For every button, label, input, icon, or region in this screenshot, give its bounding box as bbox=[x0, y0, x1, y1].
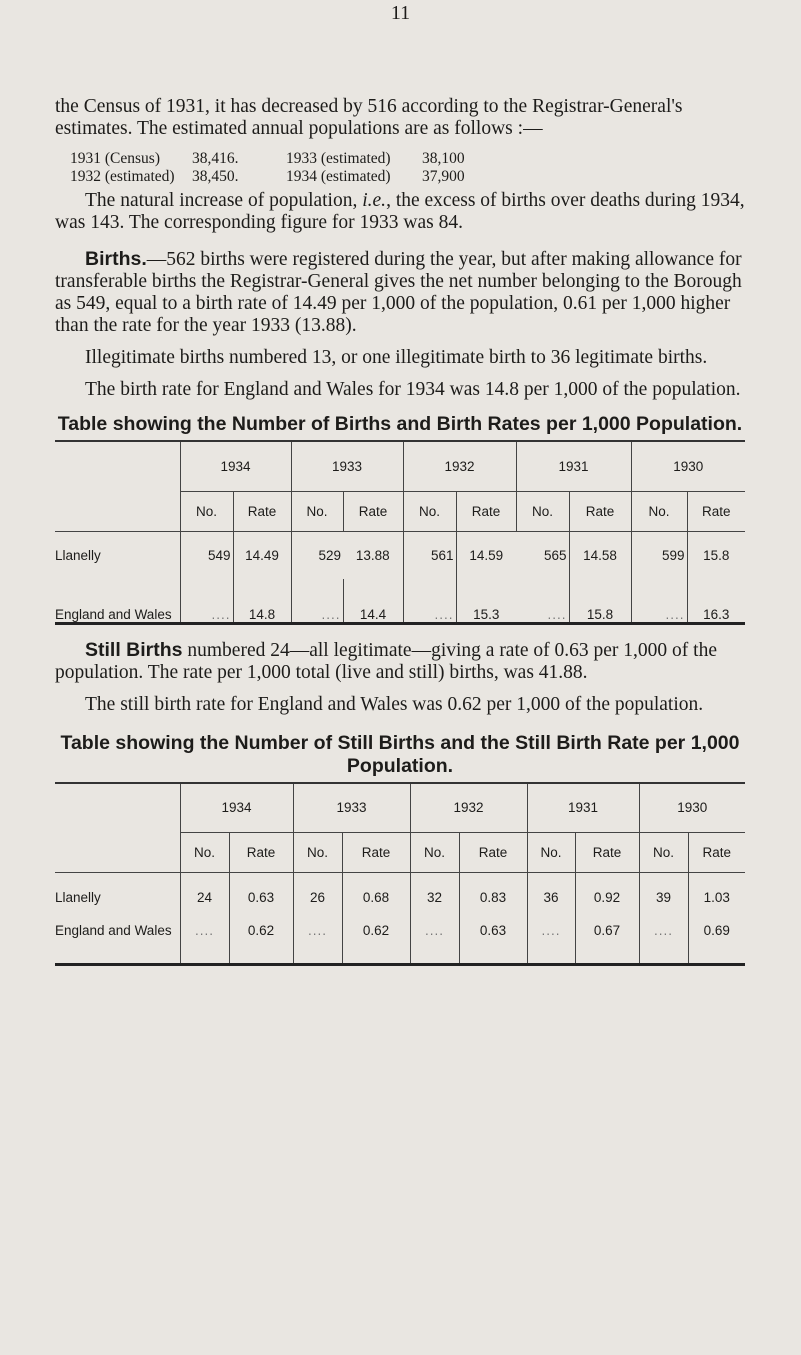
year-header: 1930 bbox=[631, 441, 745, 491]
cell: 0.63 bbox=[229, 873, 293, 923]
natural-increase-text-b: , the excess of births over deaths during 1934, was 143. The corresponding figure for 1933 was 84. bbox=[55, 190, 745, 233]
rate-header: Rate bbox=[687, 491, 745, 531]
rate-header: Rate bbox=[459, 833, 527, 873]
cell: 14.59 bbox=[456, 531, 516, 579]
illegitimate-text: Illegitimate births numbered 13, or one illegitimate birth to 36 legitimate births. bbox=[85, 347, 708, 368]
cell: 15.8 bbox=[569, 579, 631, 623]
cell: 32 bbox=[410, 873, 459, 923]
no-header: No. bbox=[639, 833, 688, 873]
rate-header: Rate bbox=[575, 833, 639, 873]
cell: .... bbox=[639, 923, 688, 965]
england-wales-birth-rate-paragraph bbox=[55, 379, 745, 401]
population-label: 1933 (estimated) bbox=[286, 150, 391, 167]
row-label: England and Wales bbox=[55, 579, 180, 623]
year-header: 1932 bbox=[403, 441, 516, 491]
no-header: No. bbox=[403, 491, 456, 531]
cell: 14.58 bbox=[569, 531, 631, 579]
year-header: 1931 bbox=[527, 783, 639, 833]
cell: .... bbox=[527, 923, 575, 965]
natural-increase-text-a: The natural increase of population, bbox=[85, 190, 363, 211]
rate-header: Rate bbox=[343, 491, 403, 531]
population-row bbox=[55, 168, 745, 186]
year-header: 1931 bbox=[516, 441, 631, 491]
no-header: No. bbox=[291, 491, 343, 531]
still-birth-rate-paragraph bbox=[55, 694, 745, 716]
cell: .... bbox=[291, 579, 343, 623]
cell: 0.67 bbox=[575, 923, 639, 965]
cell: 14.4 bbox=[343, 579, 403, 623]
cell: 561 bbox=[403, 531, 456, 579]
table-row bbox=[55, 531, 745, 579]
cell: 549 bbox=[180, 531, 233, 579]
table2-year-header bbox=[55, 783, 745, 833]
no-header: No. bbox=[527, 833, 575, 873]
table2-title: Table showing the Number of Still Births and the Still Birth Rate per 1,000 Population. bbox=[60, 731, 740, 777]
row-label: England and Wales bbox=[55, 923, 180, 965]
rate-header: Rate bbox=[688, 833, 745, 873]
cell: .... bbox=[410, 923, 459, 965]
cell: 0.63 bbox=[459, 923, 527, 965]
rate-header: Rate bbox=[456, 491, 516, 531]
cell: 14.8 bbox=[233, 579, 291, 623]
no-header: No. bbox=[293, 833, 342, 873]
rate-header: Rate bbox=[229, 833, 293, 873]
rate-header: Rate bbox=[569, 491, 631, 531]
cell: .... bbox=[293, 923, 342, 965]
cell: 1.03 bbox=[688, 873, 745, 923]
cell: 15.3 bbox=[456, 579, 516, 623]
cell: .... bbox=[403, 579, 456, 623]
population-list bbox=[55, 150, 745, 186]
year-header: 1934 bbox=[180, 783, 293, 833]
population-value: 38,416. bbox=[192, 150, 239, 167]
cell: .... bbox=[631, 579, 687, 623]
cell: .... bbox=[180, 923, 229, 965]
cell: 0.83 bbox=[459, 873, 527, 923]
births-text: —562 births were registered during the year, but after making allowance for transferable births the Registrar-General gives the net number belonging to the Borough as 549, equal to a birth rate of 14.49 per 1,000 of the population, 0.61 per 1,000 higher than the rate for the year 1933 (13.88). bbox=[55, 249, 742, 336]
population-value: 37,900 bbox=[422, 168, 465, 185]
cell: 24 bbox=[180, 873, 229, 923]
rate-header: Rate bbox=[233, 491, 291, 531]
cell: 14.49 bbox=[233, 531, 291, 579]
year-header: 1934 bbox=[180, 441, 291, 491]
population-label: 1931 (Census) bbox=[70, 150, 160, 167]
natural-increase-paragraph bbox=[55, 190, 745, 234]
page-number: 11 bbox=[390, 2, 411, 24]
table-row bbox=[55, 873, 745, 923]
no-header: No. bbox=[180, 833, 229, 873]
births-table bbox=[55, 440, 745, 625]
population-label: 1932 (estimated) bbox=[70, 168, 175, 185]
no-header: No. bbox=[180, 491, 233, 531]
still-births-text: numbered 24—all legitimate—giving a rate of 0.63 per 1,000 of the population. The rate per 1,000 total (live and still) births, was 41.88. bbox=[55, 639, 717, 683]
table1-sub-header bbox=[55, 491, 745, 531]
births-paragraph bbox=[55, 248, 745, 337]
still-births-table bbox=[55, 782, 745, 967]
cell: 36 bbox=[527, 873, 575, 923]
year-header: 1933 bbox=[293, 783, 410, 833]
row-label: Llanelly bbox=[55, 890, 101, 906]
table1-year-header bbox=[55, 441, 745, 491]
england-wales-birth-rate-text: The birth rate for England and Wales for 1934 was 14.8 per 1,000 of the population. bbox=[85, 379, 741, 400]
population-label: 1934 (estimated) bbox=[286, 168, 391, 185]
cell: 0.92 bbox=[575, 873, 639, 923]
table-row bbox=[55, 579, 745, 623]
table-row bbox=[55, 923, 745, 965]
cell: 15.8 bbox=[687, 531, 745, 579]
year-header: 1932 bbox=[410, 783, 527, 833]
cell: 529 bbox=[291, 531, 343, 579]
page-content bbox=[55, 96, 745, 966]
no-header: No. bbox=[516, 491, 569, 531]
row-label: Llanelly bbox=[55, 547, 101, 563]
cell: 0.68 bbox=[342, 873, 410, 923]
table2-sub-header bbox=[55, 833, 745, 873]
cell: 565 bbox=[543, 547, 567, 563]
cell: 26 bbox=[293, 873, 342, 923]
no-header: No. bbox=[410, 833, 459, 873]
cell: 16.3 bbox=[687, 579, 745, 623]
cell: .... bbox=[180, 579, 233, 623]
cell: .... bbox=[516, 579, 569, 623]
year-header: 1933 bbox=[291, 441, 403, 491]
cell: 0.69 bbox=[688, 923, 745, 965]
no-header: No. bbox=[631, 491, 687, 531]
cell: 0.62 bbox=[229, 923, 293, 965]
cell: 13.88 bbox=[355, 547, 390, 563]
population-value: 38,450. bbox=[192, 168, 239, 185]
population-value: 38,100 bbox=[422, 150, 465, 167]
still-birth-rate-text: The still birth rate for England and Wales was 0.62 per 1,000 of the population. bbox=[85, 693, 704, 715]
cell: 39 bbox=[639, 873, 688, 923]
rate-header: Rate bbox=[342, 833, 410, 873]
cell: 0.62 bbox=[342, 923, 410, 965]
cell: 599 bbox=[631, 531, 687, 579]
still-births-heading: Still Births bbox=[85, 638, 183, 661]
ie-abbrev: i.e. bbox=[362, 190, 387, 211]
year-header: 1930 bbox=[639, 783, 745, 833]
still-births-paragraph bbox=[55, 639, 745, 684]
table1-title: Table showing the Number of Births and Birth Rates per 1,000 Population. bbox=[57, 413, 743, 435]
births-heading: Births. bbox=[85, 248, 147, 270]
population-row bbox=[55, 150, 745, 168]
illegitimate-paragraph bbox=[55, 347, 745, 369]
intro-paragraph: the Census of 1931, it has decreased by 516 according to the Registrar-General's estimates. The estimated annual populations are as follows :— bbox=[55, 96, 683, 139]
